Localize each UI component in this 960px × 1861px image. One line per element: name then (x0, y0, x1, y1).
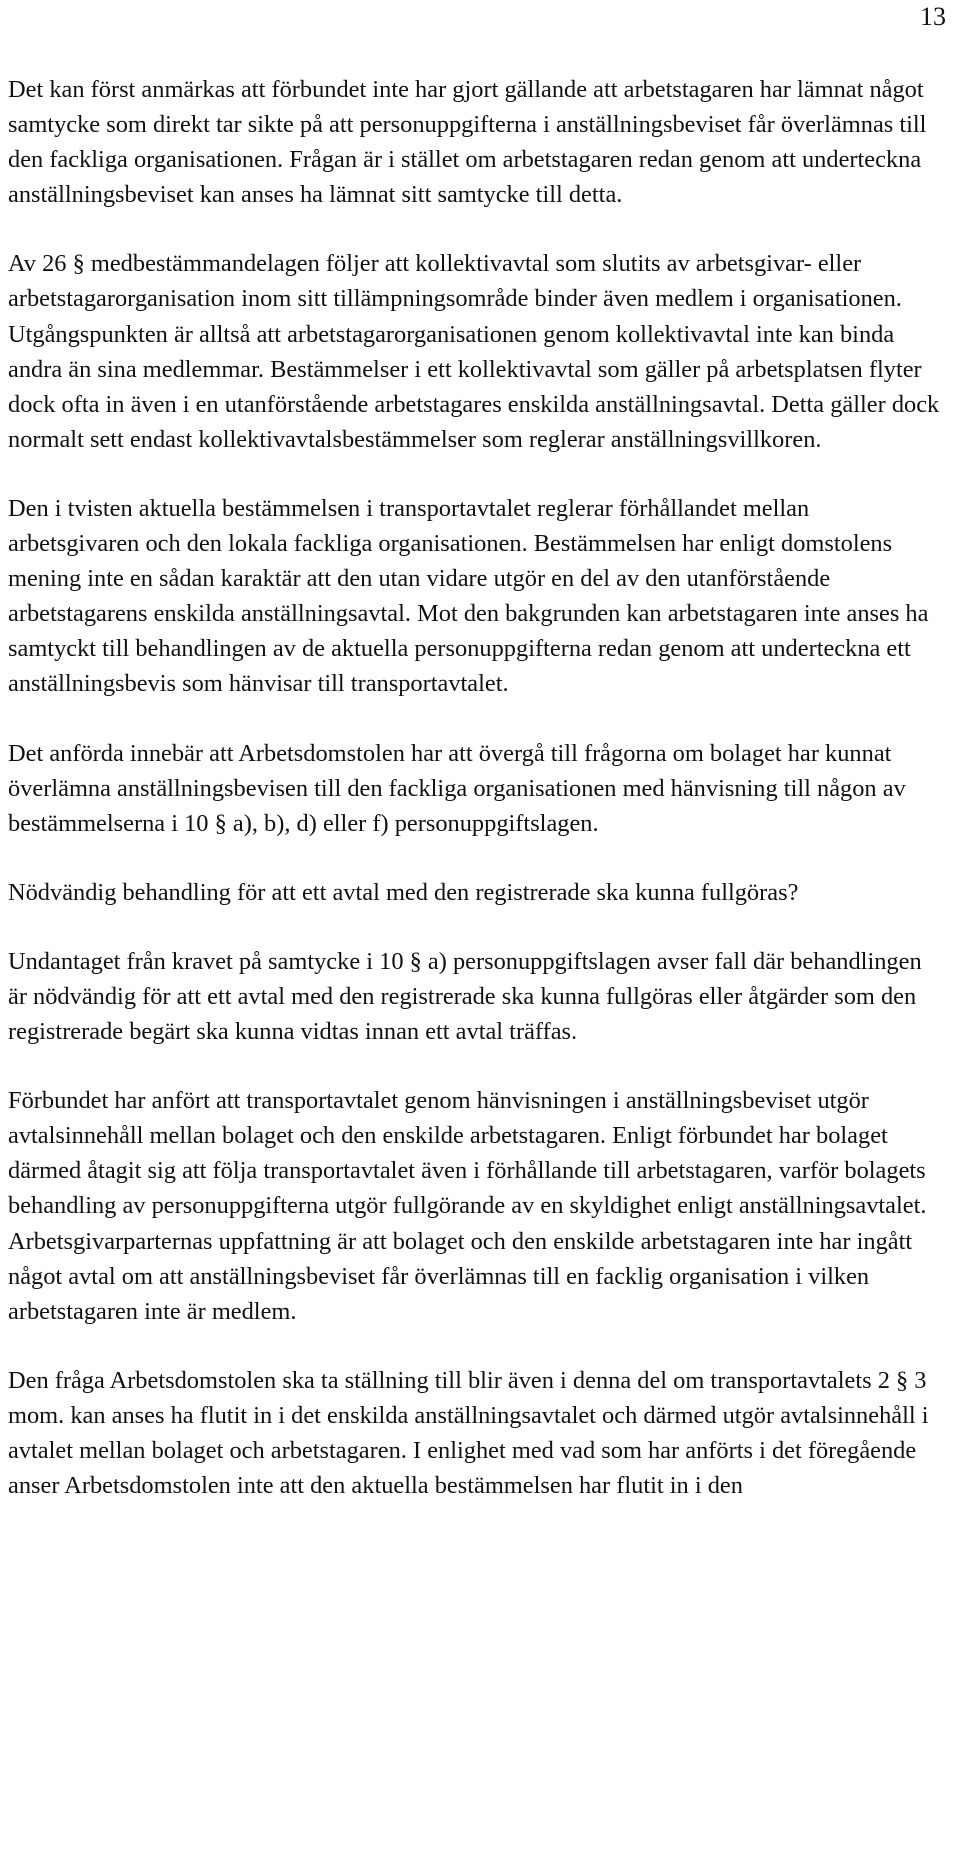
section-heading-necessary-processing: Nödvändig behandling för att ett avtal med den registrerade ska kunna fullgöras? (8, 878, 799, 906)
page-number: 13 (920, 2, 946, 31)
paragraph-consequence: Det anförda innebär att Arbetsdomstolen har att övergå till frågorna om bolaget har kunnat överlämna anställningsbevisen till den fackliga organisationen med hänvisning till någon av bestämmelserna i 10 § a), b), d) eller f) personuppgiftslagen. (8, 739, 906, 837)
document-body (8, 72, 945, 1537)
paragraph-exception: Undantaget från kravet på samtycke i 10 § a) personuppgiftslagen avser fall där behandlingen är nödvändig för att ett avtal med den registrerade ska kunna fullgöras eller åtgärder som den registrerade begärt ska kunna vidtas innan ett avtal träffas. (8, 947, 922, 1046)
paragraph-collective-agreement: Av 26 § medbestämmandelagen följer att kollektivavtal som slutits av arbetsgivar- eller arbetstagarorganisation inom sitt tillämpningsområde binder även medlem i organisationen. Utgångspunkten är alltså att arbetstagarorganisationen genom kollektivavtal inte kan binda andra än sina medlemmar. Bestämmelser i ett kollektivavtal som gäller på arbetsplatsen flyter dock ofta in även i en utanförstående arbetstagares enskilda anställningsavtal. Detta gäller dock normalt sett endast kollektivavtalsbestämmelser som reglerar anställningsvillkoren. (8, 250, 940, 453)
paragraph-transport-agreement: Den i tvisten aktuella bestämmelsen i transportavtalet reglerar förhållandet mellan arbetsgivaren och den lokala fackliga organisationen. Bestämmelsen har enligt domstolens mening inte en sådan karaktär att den utan vidare utgör en del av den utanförstående arbetstagarens enskilda anställningsavtal. Mot den bakgrunden kan arbetstagaren inte anses ha samtyckt till behandlingen av de aktuella personuppgifterna redan genom att underteckna ett anställningsbevis som hänvisar till transportavtalet. (8, 494, 929, 698)
paragraph-court-question: Den fråga Arbetsdomstolen ska ta ställning till blir även i denna del om transportavtalets 2 § 3 mom. kan anses ha flutit in i det enskilda anställningsavtalet och därmed utgör avtalsinnehåll i avtalet mellan bolaget och arbetstagaren. I enlighet med vad som har anförts i det föregående anser Arbetsdomstolen inte att den aktuella bestämmelsen har flutit in i den (8, 1366, 929, 1500)
paragraph-union-argument: Förbundet har anfört att transportavtalet genom hänvisningen i anställningsbeviset utgör avtalsinnehåll mellan bolaget och den enskilde arbetstagaren. Enligt förbundet har bolaget därmed åtagit sig att följa transportavtalet även i förhållande till arbetstagaren, varför bolagets behandling av personuppgifterna utgör fullgörande av en skyldighet enligt anställningsavtalet. Arbetsgivarparternas uppfattning är att bolaget och den enskilde arbetstagaren inte har ingått något avtal om att anställningsbeviset får överlämnas till en facklig organisation i vilken arbetstagaren inte är medlem. (8, 1087, 927, 1325)
paragraph-consent-question: Det kan först anmärkas att förbundet inte har gjort gällande att arbetstagaren har lämnat något samtycke som direkt tar sikte på att personuppgifterna i anställningsbeviset får överlämnas till den fackliga organisationen. Frågan är i stället om arbetstagaren redan genom att underteckna anställningsbeviset kan anses ha lämnat sitt samtycke till detta. (8, 76, 927, 209)
